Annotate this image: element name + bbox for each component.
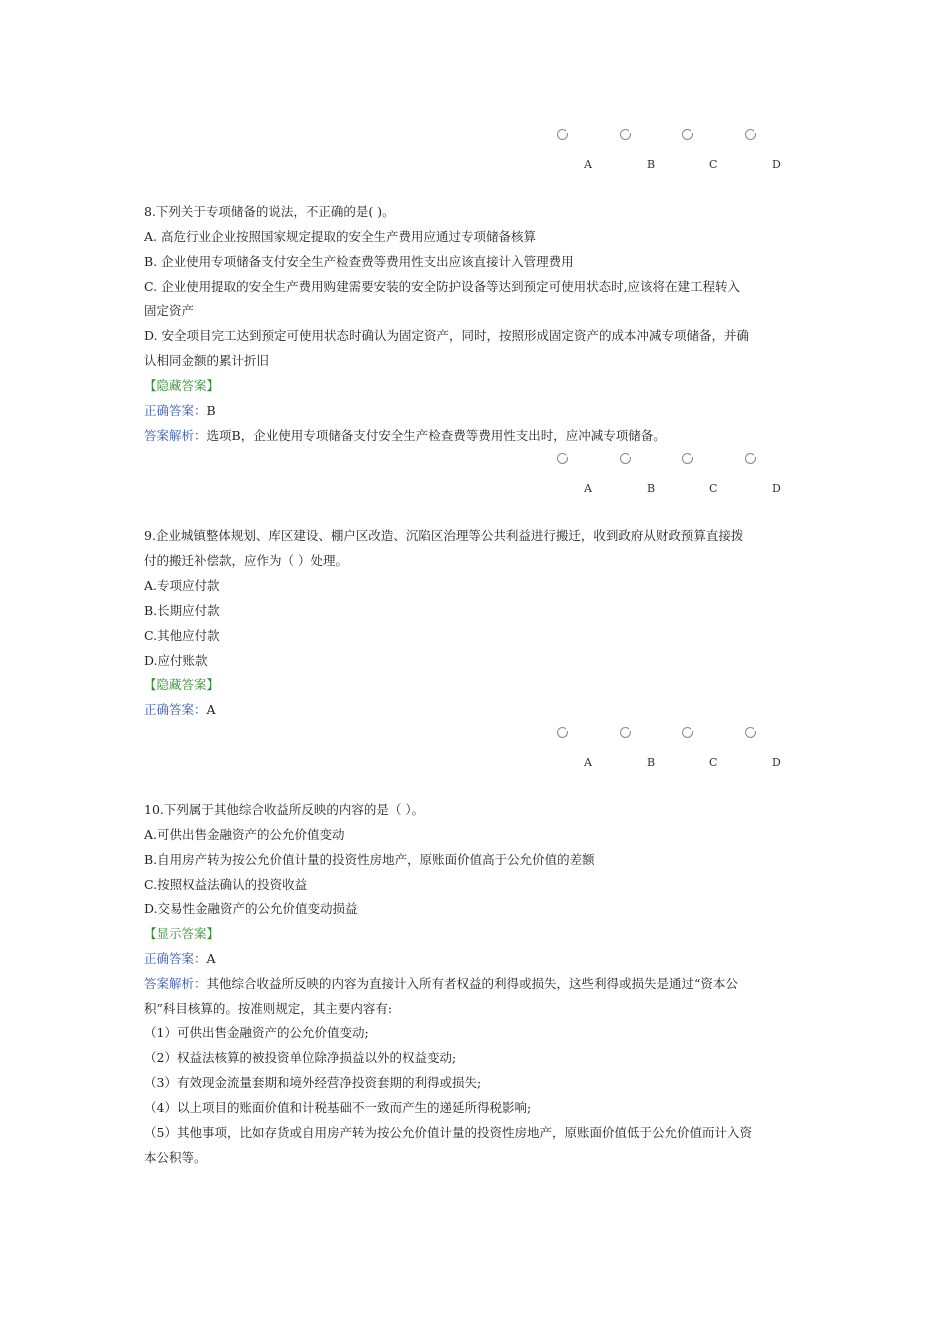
analysis-line: 本公积等。 [144, 1150, 207, 1165]
question-stem: 9.企业城镇整体规划、库区建设、棚户区改造、沉陷区治理等公共利益进行搬迁，收到政府从财政预算直接拨 [144, 528, 744, 543]
radio-label-b: B [647, 756, 656, 769]
hide-answer-toggle[interactable]: 【隐藏答案】 [144, 677, 220, 692]
option-d: D.交易性金融资产的公允价值变动损益 [144, 901, 358, 916]
analysis-line: （1）可供出售金融资产的公允价值变动; [144, 1025, 369, 1040]
radio-label-d: D [772, 756, 781, 769]
radio-label-a: A [584, 482, 592, 495]
option-b: B. 企业使用专项储备支付安全生产检查费等费用性支出应该直接计入管理费用 [144, 254, 574, 269]
option-b: B.长期应付款 [144, 603, 220, 618]
correct-answer-label: 正确答案： [144, 403, 207, 418]
radio-label-c: C [709, 158, 718, 171]
radio-option-c[interactable] [682, 129, 693, 140]
hide-answer-toggle[interactable]: 【隐藏答案】 [144, 378, 220, 393]
correct-answer [144, 404, 814, 418]
radio-label-c: C [709, 756, 718, 769]
correct-answer [144, 703, 814, 717]
radio-option-b[interactable] [620, 453, 631, 464]
question-stem: 10.下列属于其他综合收益所反映的内容的是（ ）。 [144, 802, 425, 817]
answer-analysis-text: 选项B，企业使用专项储备支付安全生产检查费等费用性支出时，应冲减专项储备。 [206, 428, 666, 443]
radio-option-a[interactable] [557, 129, 568, 140]
option-c: C. 企业使用提取的安全生产费用购建需要安装的安全防护设备等达到预定可使用状态时,应该将在建工程转入 [144, 279, 741, 294]
radio-label-b: B [647, 158, 656, 171]
correct-answer-value: B [206, 403, 216, 418]
analysis-line: （5）其他事项，比如存货或自用房产转为按公允价值计量的投资性房地产，原账面价值低于公允价值而计入资 [144, 1125, 752, 1140]
radio-group-q7 [554, 129, 794, 171]
answer-analysis [144, 429, 814, 443]
radio-label-d: D [772, 482, 781, 495]
option-b: B.自用房产转为按公允价值计量的投资性房地产，原账面价值高于公允价值的差额 [144, 852, 595, 867]
option-c-continued: 固定资产 [144, 303, 195, 318]
radio-option-a[interactable] [557, 727, 568, 738]
radio-option-b[interactable] [620, 727, 631, 738]
correct-answer-label: 正确答案： [144, 702, 207, 717]
correct-answer [144, 952, 814, 966]
answer-analysis-label: 答案解析： [144, 976, 207, 991]
question-stem: 8.下列关于专项储备的说法，不正确的是( )。 [144, 204, 395, 219]
option-a: A. 高危行业企业按照国家规定提取的安全生产费用应通过专项储备核算 [144, 229, 536, 244]
analysis-line: （2）权益法核算的被投资单位除净损益以外的权益变动; [144, 1050, 457, 1065]
radio-label-d: D [772, 158, 781, 171]
radio-label-a: A [584, 158, 592, 171]
analysis-line: （3）有效现金流量套期和境外经营净投资套期的利得或损失; [144, 1075, 482, 1090]
analysis-line: （4）以上项目的账面价值和计税基础不一致而产生的递延所得税影响; [144, 1100, 532, 1115]
answer-analysis [144, 977, 814, 991]
option-c: C.按照权益法确认的投资收益 [144, 877, 308, 892]
option-a: A.可供出售金融资产的公允价值变动 [144, 827, 345, 842]
radio-label-c: C [709, 482, 718, 495]
radio-option-c[interactable] [682, 453, 693, 464]
radio-option-a[interactable] [557, 453, 568, 464]
show-answer-toggle[interactable]: 【显示答案】 [144, 926, 220, 941]
option-d: D.应付账款 [144, 653, 208, 668]
radio-option-c[interactable] [682, 727, 693, 738]
radio-label-b: B [647, 482, 656, 495]
radio-group-q9 [554, 727, 794, 769]
correct-answer-label: 正确答案： [144, 951, 207, 966]
option-d: D. 安全项目完工达到预定可使用状态时确认为固定资产，同时，按照形成固定资产的成本冲减专项储备，并确 [144, 328, 750, 343]
radio-label-a: A [584, 756, 592, 769]
correct-answer-value: A [206, 951, 216, 966]
correct-answer-value: A [206, 702, 216, 717]
radio-option-b[interactable] [620, 129, 631, 140]
radio-option-d[interactable] [745, 727, 756, 738]
analysis-line: 积”科目核算的。按准则规定，其主要内容有: [144, 1001, 393, 1016]
radio-group-q8 [554, 453, 794, 495]
option-a: A.专项应付款 [144, 578, 220, 593]
option-c: C.其他应付款 [144, 628, 220, 643]
question-stem-continued: 付的搬迁补偿款，应作为（ ）处理。 [144, 553, 348, 568]
radio-option-d[interactable] [745, 453, 756, 464]
answer-analysis-label: 答案解析： [144, 428, 207, 443]
radio-option-d[interactable] [745, 129, 756, 140]
answer-analysis-text: 其他综合收益所反映的内容为直接计入所有者权益的利得或损失，这些利得或损失是通过“资本公 [206, 976, 738, 991]
option-d-continued: 认相同金额的累计折旧 [144, 353, 270, 368]
